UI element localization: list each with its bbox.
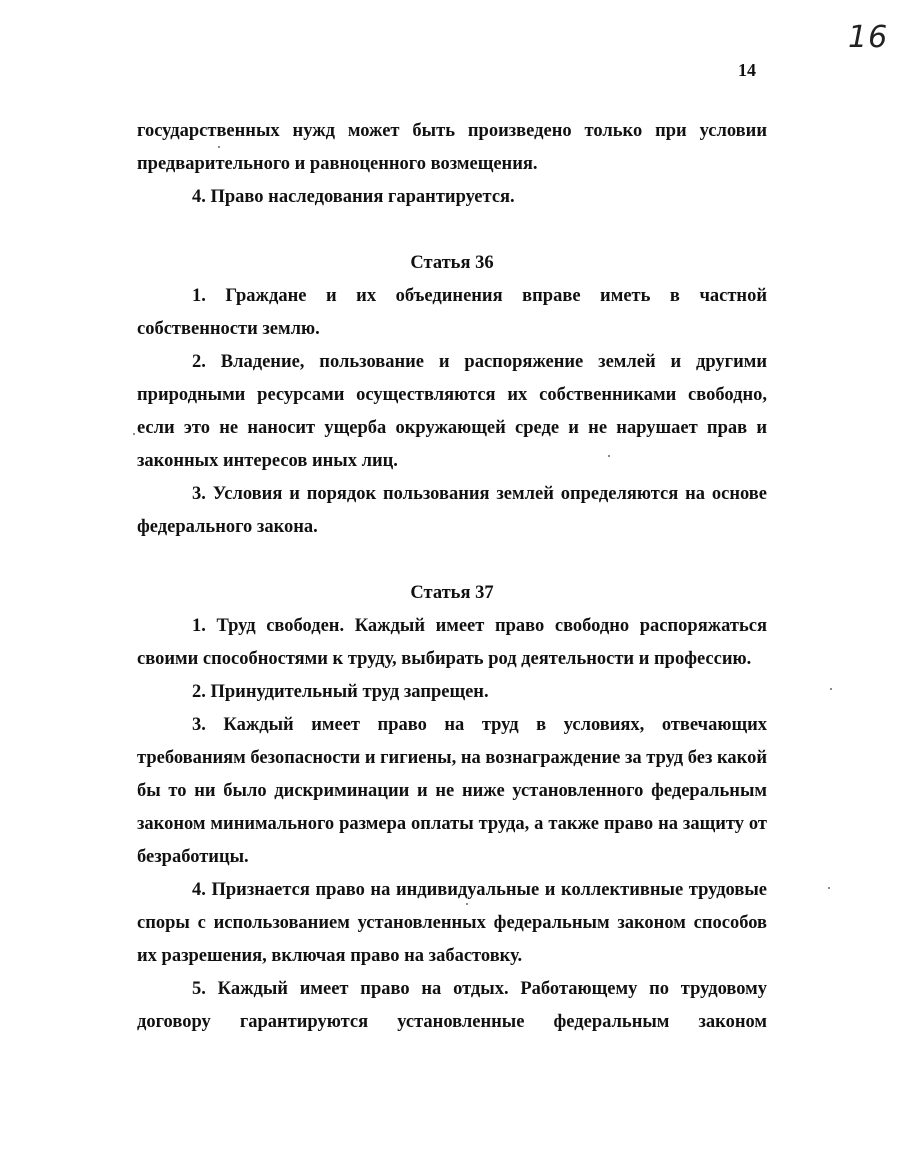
inheritance-paragraph: 4. Право наследования гарантируется. [192,187,515,207]
article-37-item-1: 1. Труд свободен. Каждый имеет право свободно распоряжаться своими способностями к труду, выбирать род деятельности и профессию. [137,616,767,669]
scan-speck [830,688,832,690]
page-number: 14 [738,60,756,80]
scan-speck [133,433,135,435]
article-37-heading: Статья 37 [410,583,494,603]
article-36-heading: Статья 36 [410,253,494,273]
scan-speck [828,887,830,889]
article-37-item-4: 4. Признается право на индивидуальные и коллективные трудовые споры с использованием установленных федеральным законом способов их разрешения, включая право на забастовку. [137,880,767,966]
scan-speck [218,146,220,148]
continuation-line-1: государственных нужд может быть произведено только при условии [137,121,767,141]
article-36-item-1: 1. Граждане и их объединения вправе иметь в частной собственности землю. [137,286,767,339]
article-36-item-2: 2. Владение, пользование и распоряжение землей и другими природными ресурсами осуществляются их собственниками свободно, если это не наносит ущерба окружающей среде и не нарушает прав и законных интересов иных лиц. [137,352,767,471]
continuation-line-2: предварительного и равноценного возмещения. [137,154,538,174]
scan-speck [466,903,468,905]
article-37-item-2: 2. Принудительный труд запрещен. [192,682,489,702]
article-37-item-5: 5. Каждый имеет право на отдых. Работающему по трудовому договору гарантируются установленные федеральным законом [137,979,767,1032]
handwritten-sheet-number: 16 [848,20,889,55]
article-36-item-3: 3. Условия и порядок пользования землей определяются на основе федерального закона. [137,484,767,537]
scan-speck [608,455,610,457]
document-body [137,115,767,1039]
article-37-item-3: 3. Каждый имеет право на труд в условиях, отвечающих требованиям безопасности и гигиены, на вознаграждение за труд без какой бы то ни было дискриминации и не ниже установленного федеральным законом минимального размера оплаты труда, а также право на защиту от безработицы. [137,715,767,867]
